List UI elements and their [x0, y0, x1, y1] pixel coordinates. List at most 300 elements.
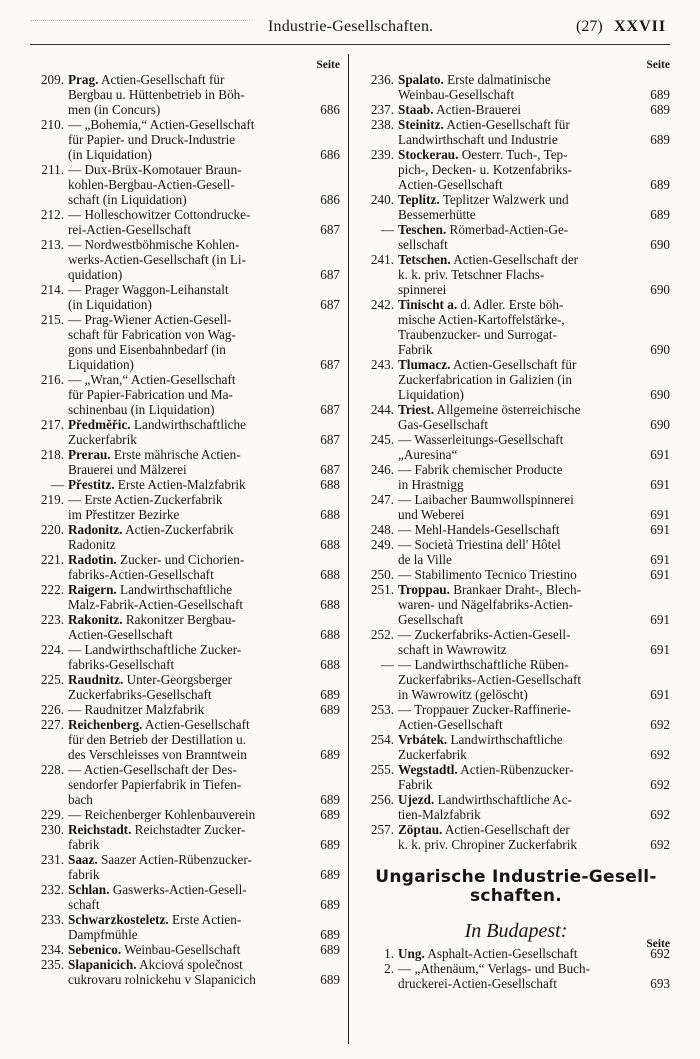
entry-number: 212.: [40, 207, 64, 222]
entry-number: 235.: [40, 957, 64, 972]
section-subtitle: [362, 920, 670, 950]
entry-page: 691: [650, 552, 670, 567]
entry-page: 687: [320, 402, 340, 417]
index-entry: [362, 402, 670, 432]
entry-page: 689: [320, 927, 340, 942]
index-entry: [362, 627, 670, 657]
entry-number: 254.: [370, 732, 394, 747]
entry-text: [398, 357, 636, 402]
entry-place-name: Vrbátek.: [398, 732, 448, 747]
entry-line: Tinischt a. d. Adler. Erste böh-: [398, 297, 564, 312]
entry-line: Zuckerfabrik: [398, 747, 467, 762]
entry-text: [398, 702, 636, 732]
entry-page: 689: [650, 132, 670, 147]
entry-place-name: Steinitz.: [398, 117, 444, 132]
entry-page: 688: [320, 627, 340, 642]
entry-line: tien-Malzfabrik: [398, 807, 481, 822]
entry-place-name: Radotin.: [68, 552, 117, 567]
entry-line: Traubenzucker- und Surrogat-: [398, 327, 557, 342]
entry-line: Schwarzkosteletz. Erste Actien-: [68, 912, 242, 927]
entry-line: Brauerei und Mälzerei: [68, 462, 187, 477]
entry-page: 688: [320, 657, 340, 672]
index-entry: [362, 946, 670, 961]
index-entry: [34, 312, 340, 372]
entry-number: 222.: [40, 582, 64, 597]
entry-line: Bessemerhütte: [398, 207, 476, 222]
entry-line: Předměřic. Landwirthschaftliche: [68, 417, 246, 432]
entry-line: „Auresina“: [398, 447, 458, 462]
entry-page: 689: [650, 177, 670, 192]
entry-text: [398, 582, 636, 627]
left-entry-list: [34, 72, 340, 987]
entry-text: [68, 372, 306, 417]
entry-page: 686: [320, 147, 340, 162]
entry-number: 236.: [370, 72, 394, 87]
entry-text: [398, 961, 636, 991]
entry-page: 692: [650, 946, 670, 961]
entry-number: 244.: [370, 402, 394, 417]
entry-page: 689: [320, 897, 340, 912]
entry-line: für Papier-Fabrication und Ma-: [68, 387, 233, 402]
entry-place-name: Spalato.: [398, 72, 444, 87]
entry-line: (in Liquidation): [68, 297, 152, 312]
entry-line: werks-Actien-Gesellschaft (in Li-: [68, 252, 246, 267]
index-entry: [362, 222, 670, 252]
index-entry: [34, 237, 340, 282]
entry-line: Stockerau. Oesterr. Tuch-, Tep-: [398, 147, 568, 162]
entry-place-name: Radonitz.: [68, 522, 123, 537]
entry-number: —: [380, 222, 394, 237]
entry-page: 687: [320, 462, 340, 477]
entry-line: Radonitz. Actien-Zuckerfabrik: [68, 522, 234, 537]
entry-number: 225.: [40, 672, 64, 687]
index-entry: [362, 961, 670, 991]
entry-line: Radotin. Zucker- und Cichorien-: [68, 552, 245, 567]
entry-place-name: Reichenberg.: [68, 717, 143, 732]
entry-line: — Landwirthschaftliche Rüben-: [398, 657, 569, 672]
entry-page: 691: [650, 447, 670, 462]
entry-line: Ung. Asphalt-Actien-Gesellschaft: [398, 946, 578, 961]
entry-text: [398, 192, 636, 222]
entry-line: Dampfmühle: [68, 927, 138, 942]
entry-page: 689: [320, 837, 340, 852]
entry-text: [398, 462, 636, 492]
entry-place-name: Schlan.: [68, 882, 110, 897]
entry-line: rei-Actien-Gesellschaft: [68, 222, 192, 237]
entry-place-name: Reichstadt.: [68, 822, 132, 837]
index-entry: [34, 717, 340, 762]
entry-number: 243.: [370, 357, 394, 372]
entry-page: 691: [650, 612, 670, 627]
entry-page: 689: [320, 747, 340, 762]
section-subtitle-text: In Budapest:: [464, 920, 568, 942]
entry-number: 220.: [40, 522, 64, 537]
entry-place-name: Ung.: [398, 946, 425, 961]
entry-number: 251.: [370, 582, 394, 597]
entry-line: — Reichenberger Kohlenbauverein: [68, 807, 256, 822]
entry-place-name: Slapanicich.: [68, 957, 137, 972]
entry-place-name: Staab.: [398, 102, 434, 117]
entry-page: 691: [650, 687, 670, 702]
entry-line: Fabrik: [398, 342, 433, 357]
column-divider: [348, 54, 349, 1044]
entry-number: 239.: [370, 147, 394, 162]
entry-place-name: Ujezd.: [398, 792, 435, 807]
index-entry: [362, 537, 670, 567]
entry-text: [398, 946, 636, 961]
entry-line: schaft (in Liquidation): [68, 192, 187, 207]
entry-place-name: Rakonitz.: [68, 612, 123, 627]
page-header: [0, 18, 700, 42]
entry-number: 241.: [370, 252, 394, 267]
entry-text: [68, 882, 306, 912]
entry-text: [398, 117, 636, 147]
entry-text: [398, 732, 636, 762]
entry-place-name: Zöptau.: [398, 822, 443, 837]
entry-line: sellschaft: [398, 237, 448, 252]
entry-line: Gas-Gesellschaft: [398, 417, 489, 432]
entry-line: Zuckerfabrication in Galizien (in: [398, 372, 572, 387]
index-entry: [362, 522, 670, 537]
entry-line: Sebenico. Weinbau-Gesellschaft: [68, 942, 241, 957]
entry-text: [398, 222, 636, 252]
entry-text: [68, 852, 306, 882]
entry-line: — Laibacher Baumwollspinnerei: [398, 492, 574, 507]
entry-place-name: Saaz.: [68, 852, 98, 867]
entry-page: 689: [320, 687, 340, 702]
entry-line: Troppau. Brankaer Draht-, Blech-: [398, 582, 582, 597]
entry-line: Weinbau-Gesellschaft: [398, 87, 515, 102]
entry-line: cukrovaru rolnickehu v Slapanicich: [68, 972, 256, 987]
entry-place-name: Teplitz.: [398, 192, 440, 207]
entry-line: Spalato. Erste dalmatinische: [398, 72, 551, 87]
entry-page: 690: [650, 282, 670, 297]
index-entry: [34, 477, 340, 492]
entry-page: 691: [650, 522, 670, 537]
entry-line: fabrik: [68, 867, 100, 882]
entry-page: 689: [320, 942, 340, 957]
entry-text: [398, 432, 636, 462]
entry-page: 692: [650, 717, 670, 732]
entry-text: [68, 582, 306, 612]
entry-text: [68, 642, 306, 672]
entry-line: — „Wran,“ Actien-Gesellschaft: [68, 372, 236, 387]
entry-line: sendorfer Papierfabrik in Tiefen-: [68, 777, 242, 792]
entry-line: Wegstadtl. Actien-Rübenzucker-: [398, 762, 574, 777]
entry-line: Teschen. Römerbad-Actien-Ge-: [398, 222, 569, 237]
entry-place-name: Sebenico.: [68, 942, 122, 957]
entry-line: Tetschen. Actien-Gesellschaft der: [398, 252, 579, 267]
index-entry: [34, 282, 340, 312]
entry-line: Actien-Gesellschaft: [398, 717, 503, 732]
entry-line: Tlumacz. Actien-Gesellschaft für: [398, 357, 577, 372]
index-entry: [362, 72, 670, 102]
entry-place-name: Přestitz.: [68, 477, 115, 492]
entry-line: druckerei-Actien-Gesellschaft: [398, 976, 557, 991]
entry-text: [68, 117, 306, 162]
entry-page: 689: [650, 87, 670, 102]
entry-number: 257.: [370, 822, 394, 837]
entry-text: [68, 957, 306, 987]
index-entry: [34, 372, 340, 417]
entry-number: 218.: [40, 447, 64, 462]
entry-number: 228.: [40, 762, 64, 777]
entry-place-name: Teschen.: [398, 222, 447, 237]
entry-number: 224.: [40, 642, 64, 657]
entry-text: [68, 912, 306, 942]
index-entry: [362, 102, 670, 117]
index-entry: [362, 762, 670, 792]
entry-page: 690: [650, 417, 670, 432]
entry-number: 232.: [40, 882, 64, 897]
index-entry: [362, 822, 670, 852]
entry-line: in Wawrowitz (gelöscht): [398, 687, 528, 702]
entry-page: 688: [320, 507, 340, 522]
index-entry: [34, 672, 340, 702]
entry-text: [68, 672, 306, 702]
entry-line: fabriks-Gesellschaft: [68, 657, 175, 672]
entry-line: Přestitz. Erste Actien-Malzfabrik: [68, 477, 246, 492]
entry-text: [68, 717, 306, 762]
entry-page: 689: [650, 102, 670, 117]
entry-number: 249.: [370, 537, 394, 552]
index-entry: [362, 702, 670, 732]
entry-number: 231.: [40, 852, 64, 867]
entry-line: fabrik: [68, 837, 100, 852]
index-entry: [362, 657, 670, 702]
entry-page: 688: [320, 567, 340, 582]
entry-number: 247.: [370, 492, 394, 507]
entry-number: 1.: [384, 946, 394, 961]
entry-line: men (in Concurs): [68, 102, 161, 117]
entry-line: für Papier- und Druck-Industrie: [68, 132, 236, 147]
index-entry: [34, 612, 340, 642]
entry-text: [68, 807, 306, 822]
index-entry: [362, 117, 670, 147]
entry-number: 234.: [40, 942, 64, 957]
entry-number: 215.: [40, 312, 64, 327]
header-dotted-rule: [30, 20, 250, 21]
entry-line: schaft: [68, 897, 100, 912]
entry-number: 210.: [40, 117, 64, 132]
entry-page: 692: [650, 837, 670, 852]
entry-line: — Actien-Gesellschaft der Des-: [68, 762, 237, 777]
index-entry: [34, 882, 340, 912]
entry-line: — Mehl-Handels-Gesellschaft: [398, 522, 560, 537]
entry-line: des Verschleisses von Branntwein: [68, 747, 247, 762]
entry-line: Raudnitz. Unter-Georgsberger: [68, 672, 233, 687]
entry-line: Teplitz. Teplitzer Walzwerk und: [398, 192, 569, 207]
entry-number: 245.: [370, 432, 394, 447]
entry-number: 223.: [40, 612, 64, 627]
entry-line: — „Bohemia,“ Actien-Gesellschaft: [68, 117, 255, 132]
entry-page: 689: [320, 807, 340, 822]
index-entry: [362, 147, 670, 192]
entry-text: [398, 567, 636, 582]
entry-text: [398, 102, 636, 117]
page-number: (27): [576, 18, 603, 35]
entry-line: gons und Eisenbahnbedarf (in: [68, 342, 226, 357]
entry-line: pich-, Decken- u. Kotzenfabriks-: [398, 162, 572, 177]
entry-text: [68, 282, 306, 312]
index-entry: [362, 567, 670, 582]
entry-number: 2.: [384, 961, 394, 976]
entry-line: — Fabrik chemischer Producte: [398, 462, 563, 477]
entry-page: 687: [320, 297, 340, 312]
entry-page: 692: [650, 747, 670, 762]
entry-line: Actien-Gesellschaft: [398, 177, 503, 192]
entry-line: — Zuckerfabriks-Actien-Gesell-: [398, 627, 571, 642]
entry-text: [68, 612, 306, 642]
entry-place-name: Raudnitz.: [68, 672, 124, 687]
entry-page: 691: [650, 642, 670, 657]
index-entry: [34, 912, 340, 942]
entry-line: — Dux-Brüx-Komotauer Braun-: [68, 162, 242, 177]
entry-text: [398, 762, 636, 792]
entry-line: in Hrastnigg: [398, 477, 464, 492]
entry-page: 687: [320, 267, 340, 282]
entry-text: [68, 552, 306, 582]
entry-page: 692: [650, 777, 670, 792]
entry-text: [398, 72, 636, 102]
running-title: Industrie-Gesellschaften.: [268, 18, 434, 35]
index-entry: [34, 852, 340, 882]
entry-page: 689: [650, 207, 670, 222]
index-entry: [362, 792, 670, 822]
index-entry: [34, 447, 340, 477]
entry-page: 690: [650, 342, 670, 357]
entry-page: 690: [650, 387, 670, 402]
entry-line: Reichstadt. Reichstadter Zucker-: [68, 822, 246, 837]
entry-line: Bergbau u. Hüttenbetrieb in Böh-: [68, 87, 245, 102]
entry-line: Actien-Gesellschaft: [68, 627, 173, 642]
entry-text: [68, 492, 306, 522]
entry-page: 686: [320, 192, 340, 207]
entry-page: 689: [320, 867, 340, 882]
entry-text: [68, 522, 306, 552]
entry-line: spinnerei: [398, 282, 447, 297]
entry-line: Reichenberg. Actien-Gesellschaft: [68, 717, 250, 732]
entry-page: 689: [320, 792, 340, 807]
entry-number: 216.: [40, 372, 64, 387]
entry-text: [68, 762, 306, 807]
entry-line: — Nordwestböhmische Kohlen-: [68, 237, 240, 252]
entry-text: [398, 492, 636, 522]
entry-number: 214.: [40, 282, 64, 297]
entry-number: 211.: [41, 162, 64, 177]
entry-line: Gesellschaft: [398, 612, 464, 627]
entry-line: Zuckerfabriks-Actien-Gesellschaft: [398, 672, 582, 687]
entry-line: Saaz. Saazer Actien-Rübenzucker-: [68, 852, 252, 867]
entry-number: —: [380, 657, 394, 672]
entry-text: [68, 207, 306, 237]
entry-page: 687: [320, 432, 340, 447]
entry-line: — Troppauer Zucker-Raffinerie-: [398, 702, 572, 717]
entry-text: [68, 447, 306, 477]
index-entry: [362, 252, 670, 297]
entry-line: im Přestitzer Bezirke: [68, 507, 180, 522]
entry-line: und Weberei: [398, 507, 465, 522]
entry-line: — Prag-Wiener Actien-Gesell-: [68, 312, 232, 327]
entry-number: 252.: [370, 627, 394, 642]
entry-line: Raigern. Landwirthschaftliche: [68, 582, 233, 597]
entry-number: 213.: [40, 237, 64, 252]
index-entry: [34, 492, 340, 522]
entry-text: [68, 942, 306, 957]
entry-text: [68, 237, 306, 282]
entry-page: 689: [320, 702, 340, 717]
entry-line: Steinitz. Actien-Gesellschaft für: [398, 117, 570, 132]
entry-number: 221.: [40, 552, 64, 567]
entry-page: 690: [650, 237, 670, 252]
entry-line: — Wasserleitungs-Gesellschaft: [398, 432, 564, 447]
entry-number: —: [50, 477, 64, 492]
section-title-line: schaften.: [469, 886, 563, 906]
index-entry: [34, 762, 340, 807]
entry-number: 217.: [40, 417, 64, 432]
entry-line: Vrbátek. Landwirthschaftliche: [398, 732, 563, 747]
entry-text: [398, 252, 636, 297]
index-entry: [362, 357, 670, 402]
seite-label: Seite: [646, 938, 670, 950]
left-column: [34, 58, 340, 987]
entry-number: 250.: [370, 567, 394, 582]
entry-place-name: Tinischt a.: [398, 297, 458, 312]
entry-text: [398, 147, 636, 192]
index-entry: [34, 957, 340, 987]
entry-text: [68, 417, 306, 447]
entry-number: 255.: [370, 762, 394, 777]
entry-page: 688: [320, 477, 340, 492]
entry-page: 688: [320, 537, 340, 552]
entry-place-name: Triest.: [398, 402, 435, 417]
entry-line: bach: [68, 792, 93, 807]
right-column: [362, 58, 670, 991]
entry-page: 686: [320, 102, 340, 117]
entry-number: 238.: [370, 117, 394, 132]
header-rule: [30, 44, 670, 45]
entry-line: Prag. Actien-Gesellschaft für: [68, 72, 225, 87]
entry-line: Radonitz: [68, 537, 116, 552]
entry-line: Schlan. Gaswerks-Actien-Gesell-: [68, 882, 247, 897]
entry-line: Zöptau. Actien-Gesellschaft der: [398, 822, 570, 837]
entry-number: 248.: [370, 522, 394, 537]
seite-label: Seite: [646, 59, 670, 71]
index-entry: [34, 807, 340, 822]
entry-page: 692: [650, 807, 670, 822]
entry-text: [68, 702, 306, 717]
entry-line: mische Actien-Kartoffelstärke-,: [398, 312, 565, 327]
entry-line: Fabrik: [398, 777, 433, 792]
entry-number: 229.: [40, 807, 64, 822]
index-entry: [34, 162, 340, 207]
entry-text: [68, 72, 306, 117]
section-title: [362, 868, 670, 906]
roman-page-number: XXVII: [614, 18, 667, 35]
entry-line: schaft für Fabrication von Wag-: [68, 327, 236, 342]
entry-text: [398, 657, 636, 702]
entry-line: quidation): [68, 267, 123, 282]
entry-line: fabriks-Actien-Gesellschaft: [68, 567, 214, 582]
entry-number: 209.: [40, 72, 64, 87]
index-entry: [34, 207, 340, 237]
entry-place-name: Tetschen.: [398, 252, 451, 267]
index-entry: [34, 942, 340, 957]
entry-number: 219.: [40, 492, 64, 507]
entry-number: 233.: [40, 912, 64, 927]
index-entry: [362, 432, 670, 462]
entry-place-name: Předměřic.: [68, 417, 131, 432]
